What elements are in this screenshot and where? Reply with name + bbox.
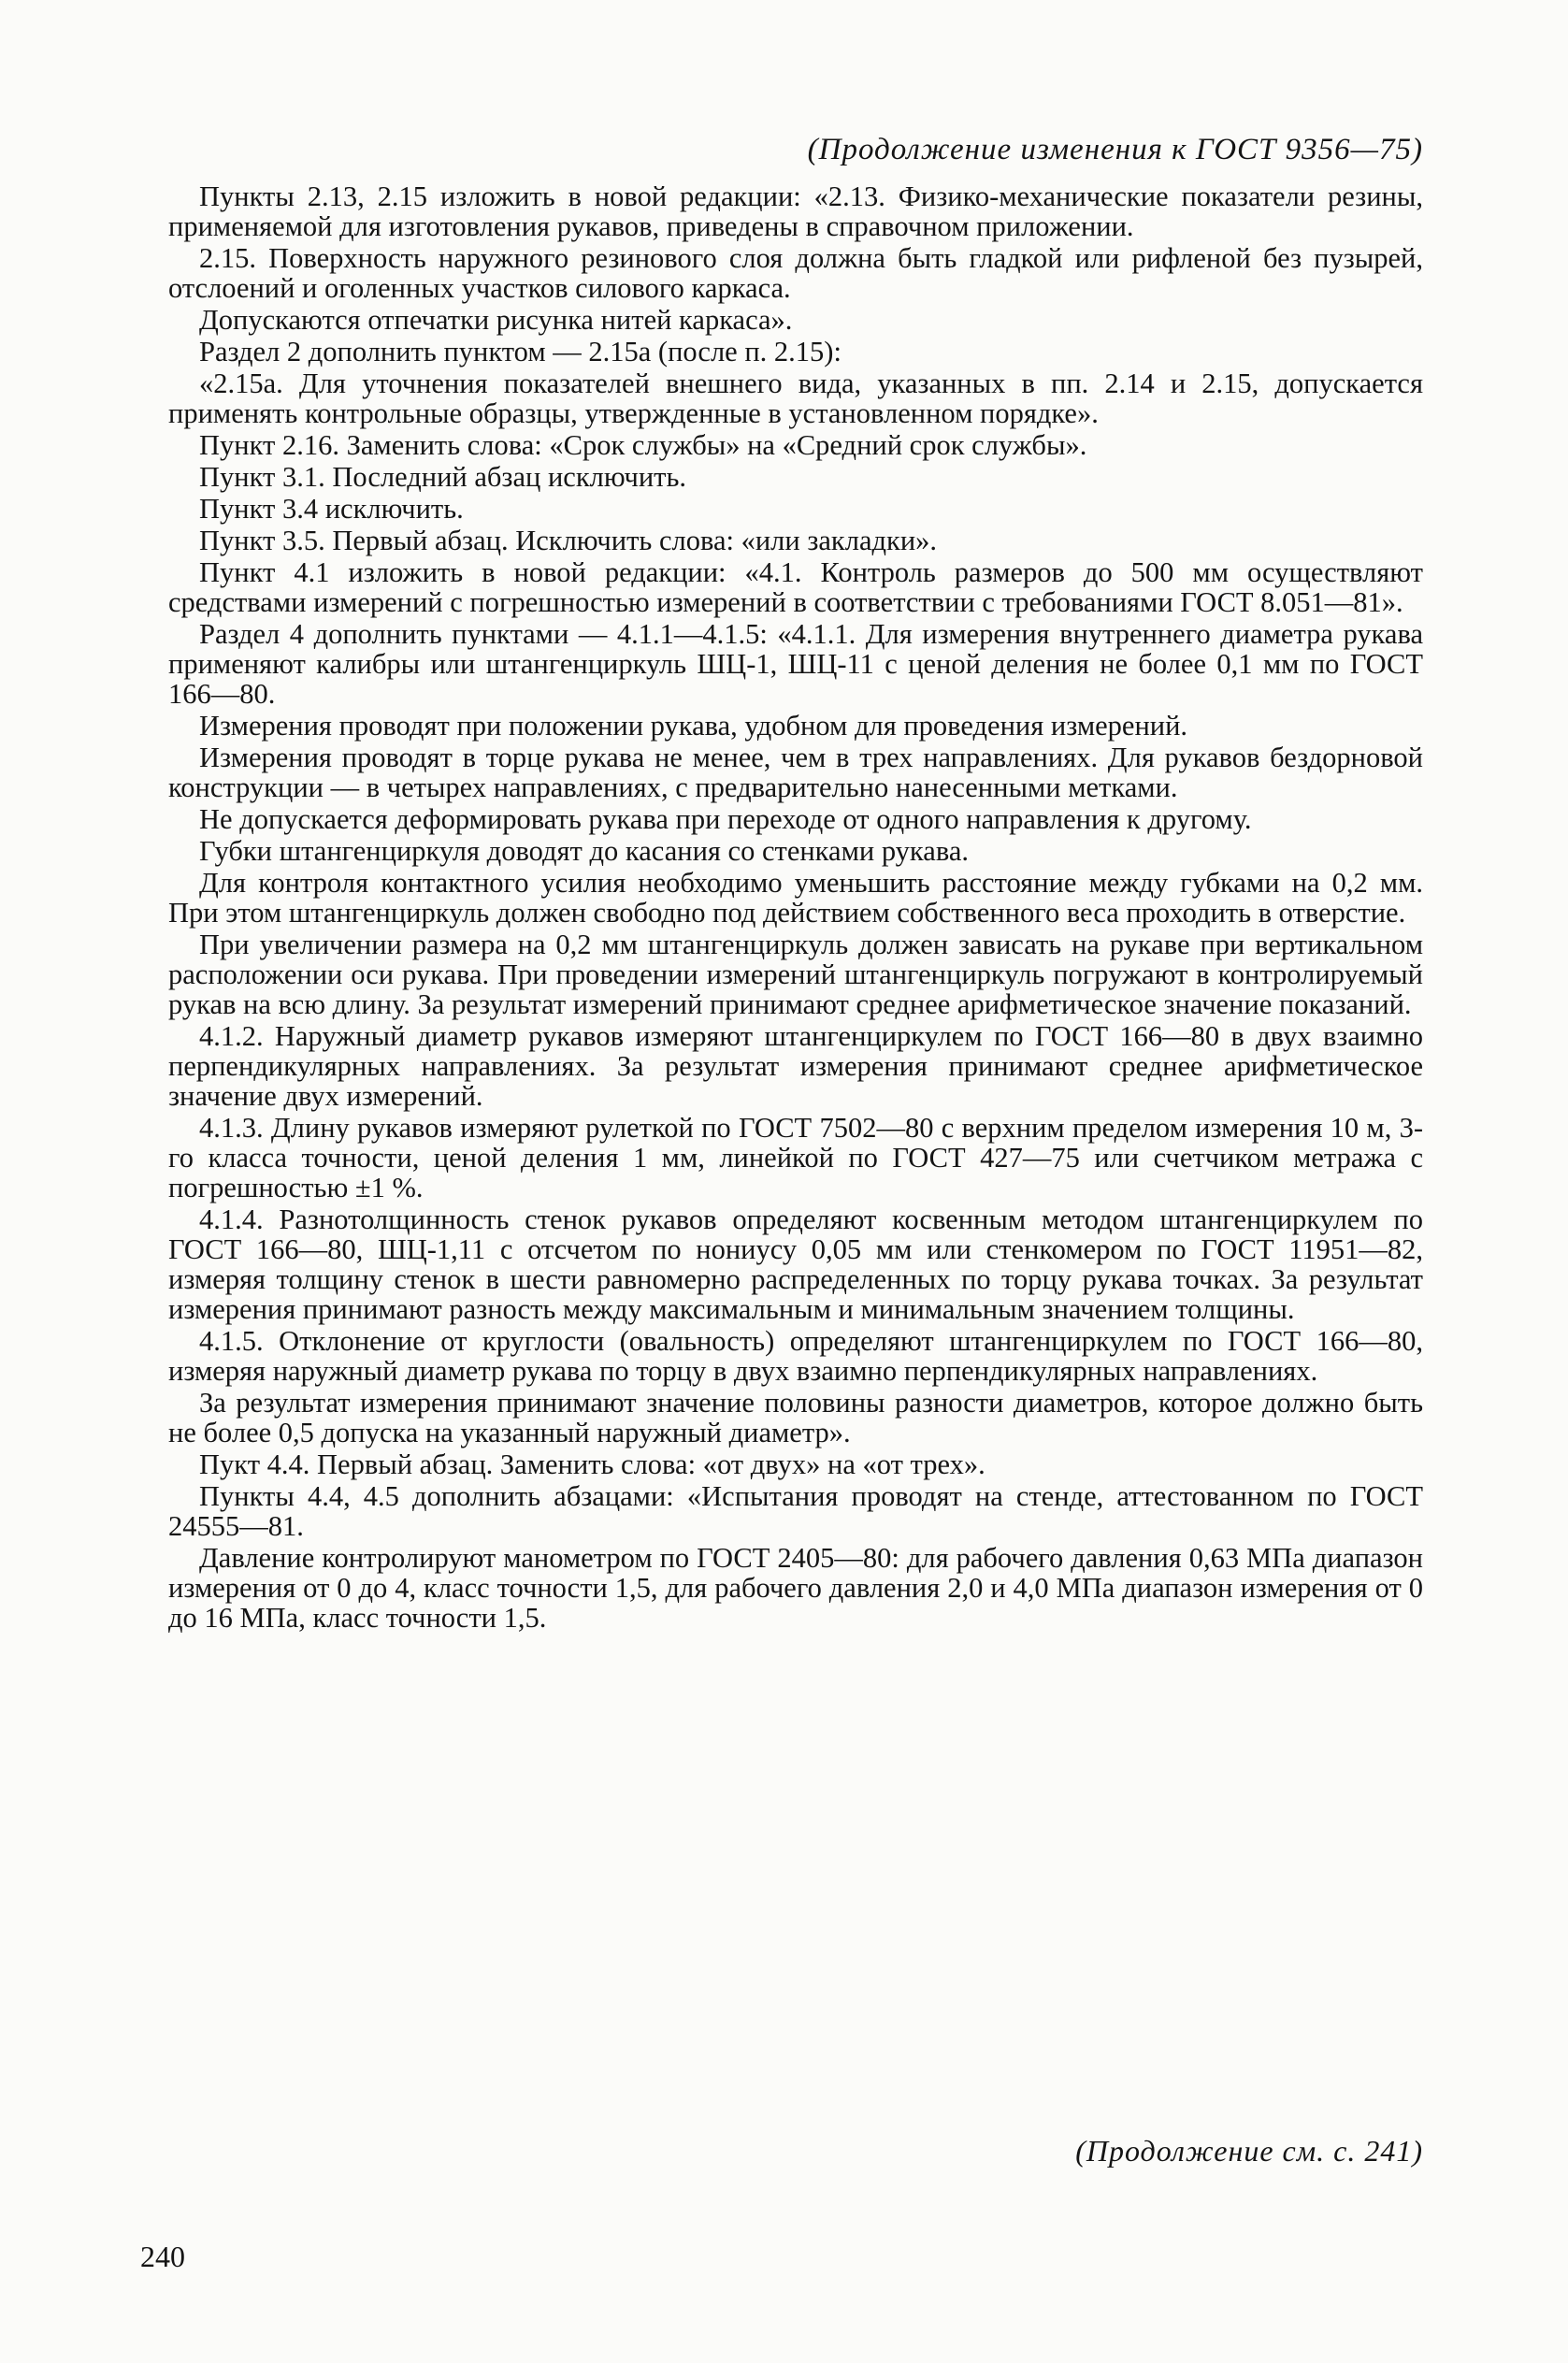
paragraph: Пункт 4.1 изложить в новой редакции: «4.1. Контроль размеров до 500 мм осуществляют средствами измерений с погрешностью измерений в соответствии с требованиями ГОСТ 8.051—81». — [168, 556, 1423, 618]
paragraph: Для контроля контактного усилия необходимо уменьшить расстояние между губками на 0,2 мм. При этом штангенциркуль должен свободно под действием собственного веса проходить в отверстие. — [168, 867, 1423, 929]
paragraph: Измерения проводят при положении рукава, удобном для проведения измерений. — [199, 710, 1188, 742]
paragraph: Давление контролируют манометром по ГОСТ 2405—80: для рабочего давления 0,63 МПа диапазон измерения от 0 до 4, класс точности 1,5, для рабочего давления 2,0 и 4,0 МПа диапазон измерения от 0 до 16 МПа, класс точности 1,5. — [168, 1542, 1423, 1634]
paragraph: Не допускается деформировать рукава при переходе от одного направления к другому. — [199, 803, 1252, 835]
paragraph: При увеличении размера на 0,2 мм штангенциркуль должен зависать на рукаве при вертикальном расположении оси рукава. При проведении измерений штангенциркуль погружают в контролируемый рукав на всю длину. За результат измерений принимают среднее арифметическое значение показаний. — [168, 929, 1423, 1020]
paragraph: За результат измерения принимают значение половины разности диаметров, которое должно быть не более 0,5 допуска на указанный наружный диаметр». — [168, 1387, 1423, 1448]
paragraph: Допускаются отпечатки рисунка нитей каркаса». — [199, 304, 793, 336]
paragraph: «2.15а. Для уточнения показателей внешнего вида, указанных в пп. 2.14 и 2.15, допускается применять контрольные образцы, утвержденные в установленном порядке». — [168, 367, 1423, 429]
paragraph: Пункт 3.5. Первый абзац. Исключить слова: «или закладки». — [199, 525, 938, 556]
paragraph: 4.1.3. Длину рукавов измеряют рулеткой по ГОСТ 7502—80 с верхним пределом измерения 10 м, 3-го класса точности, ценой деления 1 мм, линейкой по ГОСТ 427—75 или счетчиком метража с погрешностью ±1 %. — [168, 1112, 1423, 1203]
paragraph: Пукт 4.4. Первый абзац. Заменить слова: «от двух» на «от трех». — [199, 1448, 985, 1480]
paragraph: 4.1.4. Разнотолщинность стенок рукавов определяют косвенным методом штангенциркулем по ГОСТ 166—80, ШЦ-1,11 с отсчетом по нониусу 0,05 мм или стенкомером по ГОСТ 11951—82, измеряя толщину стенок в шести равномерно распределенных по торцу рукава точках. За результат измерения принимают разность между максимальным и минимальным значением толщины. — [168, 1203, 1423, 1325]
paragraph: Пункты 4.4, 4.5 дополнить абзацами: «Испытания проводят на стенде, аттестованном по ГОСТ 24555—81. — [168, 1480, 1423, 1542]
paragraph: Пункты 2.13, 2.15 изложить в новой редакции: «2.13. Физико-механические показатели резины, применяемой для изготовления рукавов, приведены в справочном приложении. — [168, 180, 1423, 242]
continuation-note: (Продолжение см. с. 241) — [1075, 2134, 1423, 2168]
paragraph: Пункт 2.16. Заменить слова: «Срок службы» на «Средний срок службы». — [199, 429, 1087, 461]
paragraph: 4.1.2. Наружный диаметр рукавов измеряют штангенциркулем по ГОСТ 166—80 в двух взаимно перпендикулярных направлениях. За результат измерения принимают среднее арифметическое значение двух измерений. — [168, 1020, 1423, 1112]
document-body — [168, 181, 1423, 1635]
paragraph: Раздел 4 дополнить пунктами — 4.1.1—4.1.5: «4.1.1. Для измерения внутреннего диаметра рукава применяют калибры или штангенциркуль ШЦ-1, ШЦ-11 с ценой деления не более 0,1 мм по ГОСТ 166—80. — [168, 618, 1423, 710]
paragraph: Измерения проводят в торце рукава не менее, чем в трех направлениях. Для рукавов бездорновой конструкции — в четырех направлениях, с предварительно нанесенными метками. — [168, 742, 1423, 803]
paragraph: 2.15. Поверхность наружного резинового слоя должна быть гладкой или рифленой без пузырей, отслоений и оголенных участков силового каркаса. — [168, 242, 1423, 304]
paragraph: Пункт 3.1. Последний абзац исключить. — [199, 461, 687, 493]
paragraph: Пункт 3.4 исключить. — [199, 493, 464, 525]
paragraph: Губки штангенциркуля доводят до касания со стенками рукава. — [199, 835, 969, 867]
page-number: 240 — [140, 2240, 185, 2273]
paragraph: Раздел 2 дополнить пунктом — 2.15а (после п. 2.15): — [199, 336, 842, 367]
paragraph: 4.1.5. Отклонение от круглости (овальность) определяют штангенциркулем по ГОСТ 166—80, измеряя наружный диаметр рукава по торцу в двух взаимно перпендикулярных направлениях. — [168, 1325, 1423, 1387]
running-header: (Продолжение изменения к ГОСТ 9356—75) — [807, 133, 1423, 166]
